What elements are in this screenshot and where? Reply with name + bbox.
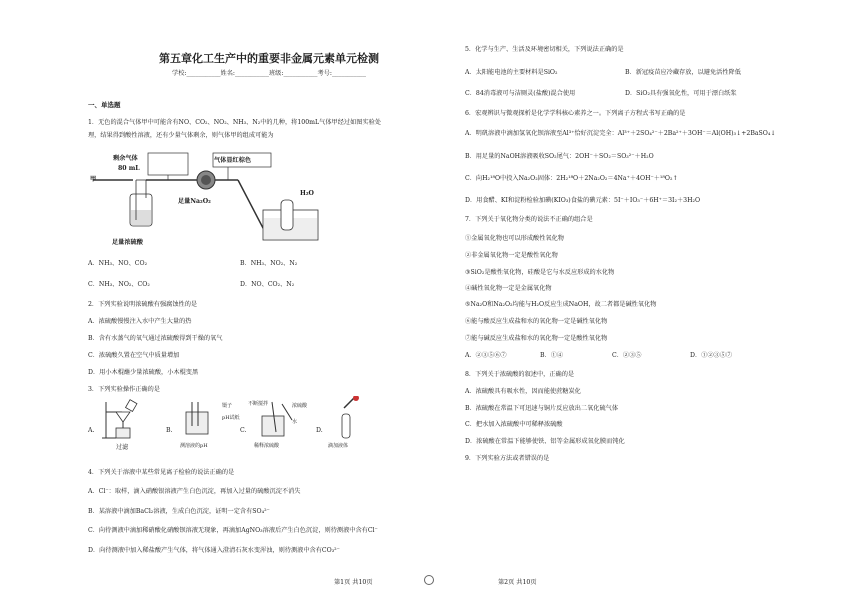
q1-apparatus-diagram <box>88 148 338 248</box>
q3-ph-figure <box>178 402 218 440</box>
q1-label-remain: 剩余气体 <box>113 155 138 162</box>
q3-option-b: B. <box>166 427 173 434</box>
q3-label-water: 水 <box>292 419 298 425</box>
section-heading: 一、单选题 <box>88 101 121 109</box>
q7-item-5: ⑤Na₂O和Na₂O₂均能与H₂O反应生成NaOH，故二者都是碱性氧化物 <box>465 301 657 308</box>
q2-option-b: B．含有水蒸气的氧气通过浓硫酸得到干燥的氧气 <box>88 335 223 342</box>
q3-label-acid: 浓硫酸 <box>292 403 308 409</box>
q7-option-a: A．②③⑤⑥⑦ <box>465 352 507 359</box>
q7-item-6: ⑥能与酸反应生成盐和水的氧化物一定是碱性氧化物 <box>465 318 608 325</box>
page-number-right: 第2页 共10页 <box>498 579 537 586</box>
q3-filtration-figure <box>100 398 144 442</box>
student-info-line: 学校:___________姓名:___________班级:___________考号:___________ <box>172 70 366 77</box>
q1-option-b: B．NH₃、NO₂、N₂ <box>240 260 298 267</box>
q3-stem: 3．下列实验操作正确的是 <box>88 386 160 393</box>
q7-option-b: B．①④ <box>540 352 564 359</box>
q3-option-c: C. <box>240 427 247 434</box>
q4-option-c: C．向待测液中滴加稀硝酸化硝酸钡溶液无现象，再滴加AgNO₃溶液后产生白色沉淀，则待测液中含有Cl⁻ <box>88 527 378 534</box>
q1-option-d: D．NO、CO₂、N₂ <box>240 281 295 288</box>
q9-stem: 9．下列实验方法或者错误的是 <box>465 455 550 462</box>
q2-option-d: D．用小木棍蘸少量浓硫酸，小木棍变黑 <box>88 369 199 376</box>
q3-label-tweezers: 镊子 <box>222 403 233 409</box>
q1-option-a: A．NH₃、NO、CO₂ <box>88 260 148 267</box>
q3-caption-c: 稀释浓硫酸 <box>254 443 280 449</box>
q5-option-d: D．SiO₂具有强氧化性，可用于漂白纸浆 <box>625 90 737 97</box>
q1-stem-line1: 1．无色的混合气体甲中可能含有NO、CO₂、NO₂、NH₃、N₂中的几种，将100mL气体甲经过如图实验处 <box>88 119 382 126</box>
q6-stem: 6．宏观辨识与微观探析是化学学科核心素养之一。下列离子方程式书写正确的是 <box>465 110 686 117</box>
q7-item-3: ③SiO₂是酸性氧化物，硅酸是它与水反应形成的水化物 <box>465 269 615 276</box>
q2-option-a: A．浓硫酸慢慢注入水中产生大量的热 <box>88 318 192 325</box>
q4-option-d: D．向待测液中加入稀盐酸产生气体，将气体通入澄清石灰水变浑浊，则待测液中含有CO₃²⁻ <box>88 547 340 554</box>
q2-stem: 2．下列实验说明浓硫酸有强腐蚀性的是 <box>88 301 198 308</box>
q7-option-c: C．②③⑤ <box>612 352 642 359</box>
q8-option-b: B．浓硫酸在常温下可迅速与铜片反应放出二氧化硫气体 <box>465 405 619 412</box>
q1-label-volume: 80 mL <box>118 165 140 172</box>
q3-caption-d: 滴加液体 <box>328 443 349 449</box>
center-mark-icon <box>424 575 434 585</box>
q3-dropper-figure <box>330 396 360 440</box>
q5-option-a: A．太阳能电池的主要材料是SiO₂ <box>465 69 558 76</box>
q6-option-c: C．向H₂¹⁸O中投入Na₂O₂固体：2H₂¹⁸O＋2Na₂O₂＝4Na⁺＋4OH⁻＋¹⁸O₂↑ <box>465 175 678 182</box>
q5-stem: 5．化学与生产、生活及环境密切相关，下列说法正确的是 <box>465 46 624 53</box>
q3-caption-a: 过滤 <box>116 444 129 451</box>
page-title: 第五章化工生产中的重要非金属元素单元检测 <box>159 52 379 65</box>
q3-caption-b: 测溶液的pH <box>180 443 208 449</box>
q2-option-c: C．浓硫酸久置在空气中质量增加 <box>88 352 180 359</box>
q3-option-d: D. <box>316 427 323 434</box>
q1-label-red: 气体显红棕色 <box>214 157 252 164</box>
q1-label-jia: 甲 <box>90 176 97 183</box>
q7-item-1: ①金属氧化物也可以形成酸性氧化物 <box>465 235 564 242</box>
q7-stem: 7．下列关于氧化物分类的说法不正确的组合是 <box>465 216 593 223</box>
q3-label-ph-paper: pH试纸 <box>222 415 240 421</box>
q3-label-stir: 不断搅拌 <box>248 401 269 407</box>
q5-option-b: B．新冠疫苗应冷藏存放，以避免活性降低 <box>625 69 741 76</box>
q8-option-d: D．浓硫酸在常温下能够使铁、铝等金属形成氧化膜而钝化 <box>465 438 625 445</box>
q6-option-d: D．用食醋、KI和淀粉检验加碘(KIO₃)食盐的碘元素：5I⁻＋IO₃⁻＋6H⁺＝3I₂＋3H₂O <box>465 197 701 204</box>
q7-item-4: ④碱性氧化物一定是金属氧化物 <box>465 285 552 292</box>
q8-option-c: C．把水加入浓硫酸中可稀释浓硫酸 <box>465 421 563 428</box>
q7-option-d: D．①②③⑤⑦ <box>690 352 733 359</box>
page-number-left: 第1页 共10页 <box>334 579 373 586</box>
q1-stem-line2: 理，结果得到酸性溶液，还有少量气体剩余，则气体甲的组成可能为 <box>88 132 274 139</box>
q7-item-2: ②非金属氧化物一定是酸性氧化物 <box>465 252 558 259</box>
q8-option-a: A．浓硫酸具有吸水性，因而能使蔗糖炭化 <box>465 388 581 395</box>
q1-label-na2o2: 足量Na₂O₂ <box>178 198 211 205</box>
q6-option-b: B．用足量的NaOH溶液吸收SO₂尾气：2OH⁻＋SO₂＝SO₃²⁻＋H₂O <box>465 153 654 160</box>
q1-label-h2o: H₂O <box>300 190 314 197</box>
q4-option-a: A．Cl⁻：取样，滴入硝酸银溶液产生白色沉淀，再加入过量的硫酸沉淀不消失 <box>88 488 301 495</box>
q8-stem: 8．下列关于浓硫酸的叙述中，正确的是 <box>465 371 575 378</box>
q1-label-acid: 足量浓硫酸 <box>112 239 143 246</box>
q7-item-7: ⑦能与碱反应生成盐和水的氧化物一定是酸性氧化物 <box>465 335 608 342</box>
q4-stem: 4．下列关于溶液中某些常见离子检验的说法正确的是 <box>88 469 235 476</box>
q6-option-a: A．明矾溶液中滴加氢氧化钡溶液至Al³⁺恰好沉淀完全：Al³⁺＋2SO₄²⁻＋2Ba²⁺＋3OH⁻＝Al(OH)₃↓+2BaSO₄↓ <box>465 130 776 137</box>
q1-option-c: C．NH₃、NO₂、CO₂ <box>88 281 150 288</box>
q5-option-c: C．84消毒液可与洁厕灵(盐酸)混合使用 <box>465 90 576 97</box>
q3-option-a: A. <box>88 427 95 434</box>
q4-option-b: B．某溶液中滴加BaCl₂溶液，生成白色沉淀，证明一定含有SO₄²⁻ <box>88 508 270 515</box>
